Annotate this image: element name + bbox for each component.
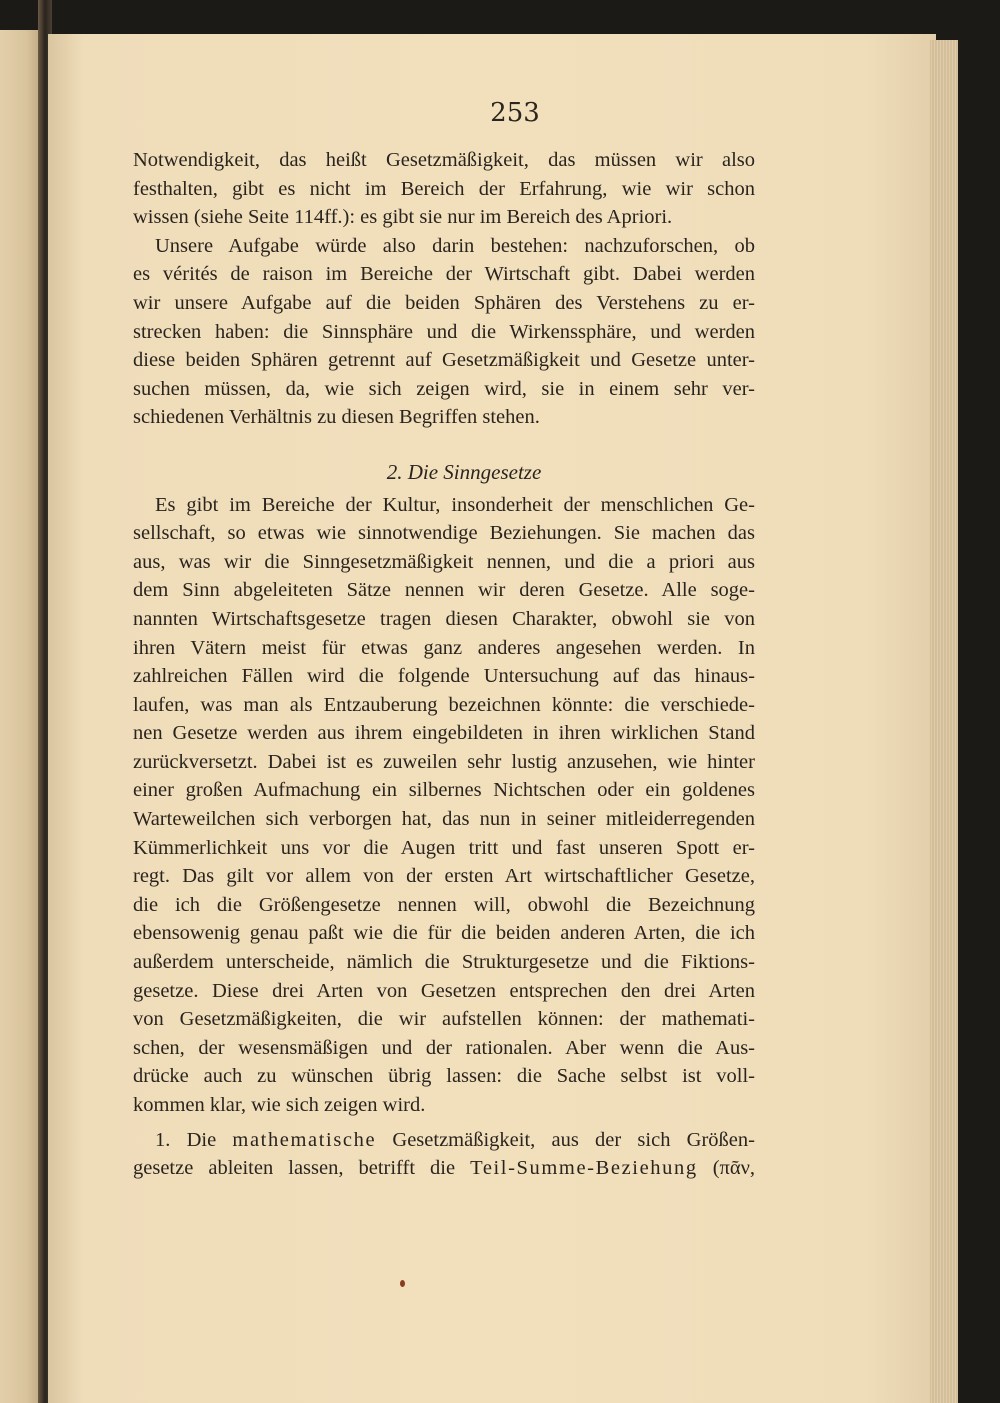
- text-line: kommen klar, wie sich zeigen wird.: [133, 1094, 426, 1116]
- text-line: wir unsere Aufgabe auf die beiden Sphären des Verstehens zu er-: [133, 291, 755, 314]
- text-line: festhalten, gibt es nicht im Bereich der Erfahrung, wie wir schon: [133, 177, 755, 200]
- text-span: 1. Die: [155, 1128, 233, 1151]
- page-number: 253: [490, 98, 540, 128]
- paragraph-2: [133, 232, 755, 432]
- text-line: [133, 1126, 755, 1155]
- text-line: suchen müssen, da, wie sich zeigen wird, sie in einem sehr ver-: [133, 377, 755, 400]
- text-line: sellschaft, so etwas wie sinnotwendige Beziehungen. Sie machen das: [133, 522, 755, 545]
- text-span: Gesetzmäßigkeit, aus der sich Größen-: [376, 1128, 755, 1151]
- paragraph-4: [133, 1126, 755, 1183]
- text-line: aus, was wir die Sinngesetzmäßigkeit nennen, und die a priori aus: [133, 550, 755, 573]
- text-line: diese beiden Sphären getrennt auf Gesetzmäßigkeit und Gesetze unter-: [133, 349, 755, 372]
- text-line: ihren Vätern meist für etwas ganz anderes angesehen werden. In: [133, 636, 755, 659]
- ink-dot-mark: [400, 1280, 405, 1287]
- page-edges: [930, 40, 958, 1403]
- text-line: außerdem unterscheide, nämlich die Strukturgesetze und die Fiktions-: [133, 951, 755, 974]
- text-line: wissen (siehe Seite 114ff.): es gibt sie nur im Bereich des Apriori.: [133, 206, 673, 229]
- text-span: gesetze ableiten lassen, betrifft die: [133, 1157, 471, 1180]
- text-line: [133, 1154, 755, 1183]
- text-line: dem Sinn abgeleiteten Sätze nennen wir deren Gesetze. Alle soge-: [133, 579, 755, 602]
- paragraph-1: [133, 146, 755, 232]
- text-line: schen, der wesensmäßigen und der rationalen. Aber wenn die Aus-: [133, 1036, 755, 1059]
- text-line: strecken haben: die Sinnsphäre und die Wirkenssphäre, und werden: [133, 320, 755, 343]
- section-heading: 2. Die Sinngesetze: [386, 459, 542, 484]
- text-line: regt. Das gilt vor allem von der ersten Art wirtschaftlicher Gesetze,: [133, 865, 755, 888]
- text-line: nen Gesetze werden aus ihrem eingebildeten in ihren wirklichen Stand: [133, 722, 755, 745]
- text-line: einer großen Aufmachung ein silbernes Nichtschen oder ein goldenes: [133, 779, 755, 802]
- text-line: zurückversetzt. Dabei ist es zuweilen sehr lustig anzusehen, wie hinter: [133, 750, 755, 773]
- text-line: nannten Wirtschaftsgesetze tragen diesen Charakter, obwohl sie von: [133, 607, 755, 630]
- page-body: [133, 146, 755, 1183]
- text-span: (πᾶν,: [697, 1157, 756, 1180]
- emphasized-term: Teil-Summe-Beziehung: [470, 1157, 698, 1180]
- emphasized-term: mathematische: [232, 1128, 377, 1151]
- text-line: die ich die Größengesetze nennen will, obwohl die Bezeichnung: [133, 893, 755, 916]
- text-line: es vérités de raison im Bereiche der Wirtschaft gibt. Dabei werden: [133, 263, 755, 286]
- text-line: zahlreichen Fällen wird die folgende Untersuchung auf das hinaus-: [133, 665, 755, 688]
- paragraph-3: [133, 491, 755, 1120]
- text-line: Notwendigkeit, das heißt Gesetzmäßigkeit, das müssen wir also: [133, 149, 755, 171]
- text-line: Es gibt im Bereiche der Kultur, insonderheit der menschlichen Ge-: [155, 493, 755, 516]
- text-line: ebensowenig genau paßt wie die für die beiden anderen Arten, die ich: [133, 922, 755, 945]
- text-line: laufen, was man als Entzauberung bezeichnen könnte: die verschiede-: [133, 693, 755, 716]
- text-line: von Gesetzmäßigkeiten, die wir aufstellen können: der mathemati-: [133, 1008, 755, 1031]
- text-line: Unsere Aufgabe würde also darin bestehen: nachzuforschen, ob: [155, 234, 755, 257]
- text-line: gesetze. Diese drei Arten von Gesetzen entsprechen den drei Arten: [133, 979, 755, 1002]
- text-line: schiedenen Verhältnis zu diesen Begriffen stehen.: [133, 406, 540, 429]
- text-line: Kümmerlichkeit uns vor die Augen tritt und fast unseren Spott er-: [133, 836, 755, 859]
- text-line: Warteweilchen sich verborgen hat, das nun in seiner mitleiderregenden: [133, 808, 755, 831]
- text-line: drücke auch zu wünschen übrig lassen: die Sache selbst ist voll-: [133, 1065, 755, 1088]
